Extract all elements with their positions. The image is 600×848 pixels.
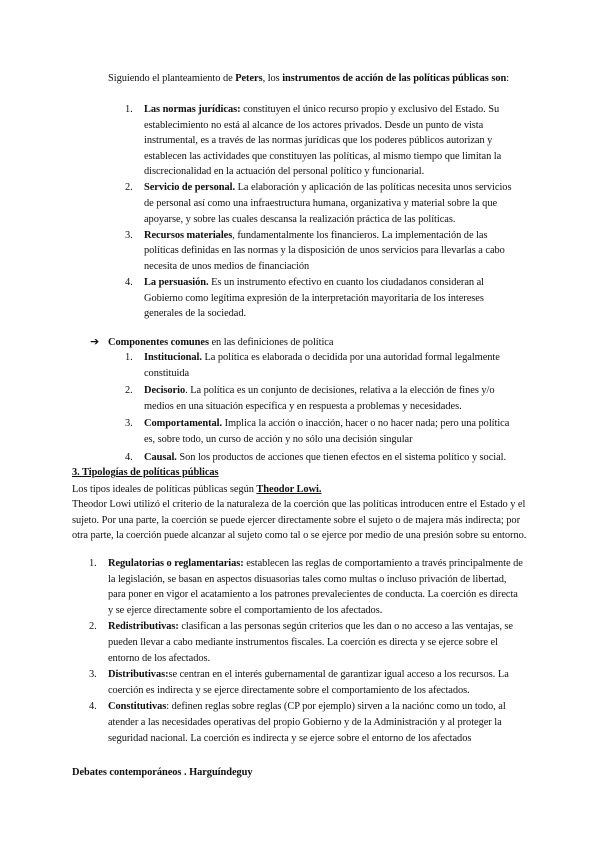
list-term: Decisorio <box>144 385 186 397</box>
list-term: Causal. <box>144 451 177 463</box>
list-number: 4. <box>89 701 97 713</box>
list-item <box>125 180 518 227</box>
list-number: 2. <box>125 182 133 194</box>
list-text: constituyen el único recurso propio y exclusivo del Estado. Su establecimiento no está al alcance de los actores privados. Desde un punto de vista instrumental, es a través de las normas jurídicas que los poderes públicos autorizan y establecen las actividades que constituyen las políticas, al mismo tiempo que limitan la discrecionalidad en la actuación del personal político y funcionarial. <box>144 104 502 178</box>
list-term: Institucional. <box>144 352 202 363</box>
list-term: Redistributivas: <box>108 621 179 633</box>
list-item <box>89 556 524 618</box>
list-item <box>125 102 518 180</box>
list-text: Es un instrumento efectivo en cuanto los ciudadanos consideran al Gobierno como legítima expresión de la interpretación mayoritaria de los intereses generales de la sociedad. <box>144 277 484 320</box>
tipologias-intro-author: Theodor Lowi. <box>256 483 322 495</box>
list-text: Implica la acción o inacción, hacer o no hacer nada; pero una política es, sobre todo, un curso de acción y no sólo una decisión singular <box>144 418 510 445</box>
list-item <box>125 350 520 381</box>
intro-author: Peters <box>235 73 263 84</box>
list-term: La persuasión. <box>144 277 209 289</box>
intro-paragraph <box>108 71 528 87</box>
list-text: establecen las reglas de comportamiento a través principalmente de la legislación, se basan en aspectos disuasorias tales como multas o incluso privación de libertad, para poner en vigor el acatamiento a los patrones prevalecientes de conducta. La coerción es directa y se ejerce directamente sobre el comportamiento de los afectados. <box>108 558 523 616</box>
list-term: Constitutivas <box>108 701 167 713</box>
list-number: 4. <box>125 277 133 289</box>
intro-bold: instrumentos de acción de las políticas públicas son <box>282 73 507 84</box>
debates-heading <box>72 765 528 781</box>
list-item <box>125 228 518 275</box>
section-heading: 3. Tipologías de políticas públicas <box>72 467 219 478</box>
intro-text-3: : <box>506 73 510 84</box>
componentes-text: en las definiciones de política <box>208 337 334 348</box>
tipologias-paragraph: Theodor Lowi utilizó el criterio de la naturaleza de la coerción que las políticas introducen entre el Estado y el sujeto. Por una parte, la coerción se puede ejercer directamente sobre el sujeto o de majera más indirecta; por otra parte, la coerción puede alcanzar al sujeto como tal o se ejerce por medio de una presión sobre su entorno. <box>72 499 527 542</box>
list-number: 1. <box>125 352 133 363</box>
instrumentos-list <box>125 102 518 322</box>
list-term: Servicio de personal. <box>144 182 236 194</box>
list-term: Regulatorias o reglamentarias: <box>108 558 244 569</box>
list-item <box>125 275 518 322</box>
list-term: Comportamental. <box>144 418 223 430</box>
list-item <box>89 699 524 746</box>
list-text: . La política es un conjunto de decisiones, relativa a la elección de fines y/o medios en una situación específica y en respuesta a problemas y necesidades. <box>144 385 495 412</box>
list-item <box>89 667 524 698</box>
intro-text-2: , los <box>262 73 283 84</box>
list-text: La política es elaborada o decidida por una autoridad formal legalmente constituida <box>144 352 500 379</box>
list-text: Son los productos de acciones que tienen efectos en el sistema político y social. <box>176 451 507 463</box>
list-text: se centran en el interés gubernamental de garantizar igual acceso a los recursos. La coerción es indirecta y se ejerce directamente sobre el comportamiento de los afectados. <box>108 669 509 696</box>
list-item <box>125 450 520 466</box>
list-term: Las normas jurídicas: <box>144 104 241 115</box>
list-number: 3. <box>125 229 133 241</box>
list-number: 3. <box>89 669 97 681</box>
list-item <box>125 383 520 414</box>
arrow-bullet-icon: ➔ <box>90 335 100 348</box>
list-item <box>125 416 520 447</box>
list-term: Recursos materiales <box>144 229 233 241</box>
list-number: 4. <box>125 451 133 463</box>
componentes-heading <box>108 335 528 351</box>
componentes-list <box>125 350 520 465</box>
componentes-bold: Componentes comunes <box>108 337 209 348</box>
tipologias-intro-text: Los tipos ideales de políticas públicas según <box>72 483 257 495</box>
tipologias-list <box>89 556 524 746</box>
list-number: 1. <box>125 104 133 115</box>
list-number: 3. <box>125 418 133 430</box>
list-text: clasifican a las personas según criterios que les dan o no acceso a las ventajas, se pueden llevar a cabo mediante instrumentos fiscales. La coerción es directa y se ejerce sobre el entorno de los afectados. <box>108 621 513 664</box>
list-item <box>89 619 524 666</box>
list-text: : definen reglas sobre reglas (CP por ejemplo) sirven a la naciónc como un todo, al atender a las necesidades operativas del propio Gobierno y de la Administración y al proteger la seguridad nacional. La coerción es indirecta y se ejerce sobre el entorno de los afectados <box>108 701 506 744</box>
list-text: La elaboración y aplicación de las políticas necesita unos servicios de personal así como una infraestructura humana, organizativa y material sobre la que apoyarse, y sobre las cuales descansa la realización práctica de las políticas. <box>144 182 512 225</box>
list-number: 1. <box>89 558 97 569</box>
list-number: 2. <box>89 621 97 633</box>
list-text: , fundamentalmente los financieros. La implementación de las políticas definidas en las normas y la disposición de unos servicios para llevarlas a cabo necesita de unos medios de financiación <box>144 229 505 272</box>
intro-text-1: Siguiendo el planteamiento de <box>108 73 236 84</box>
list-term: Distributivas: <box>108 669 169 681</box>
debates-text: Debates contemporáneos . Harguíndeguy <box>72 767 253 778</box>
tipologias-section <box>72 465 528 544</box>
list-number: 2. <box>125 385 133 397</box>
